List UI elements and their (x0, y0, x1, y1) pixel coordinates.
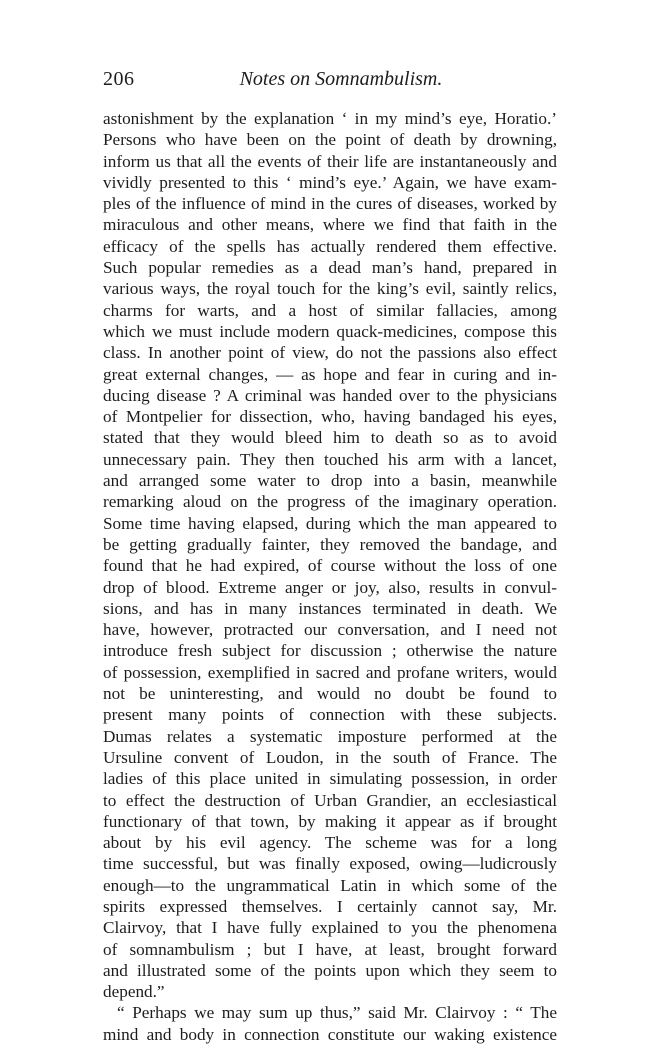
text-line: vividly presented to this ‘ mind’s eye.’ Again, we have exam- (103, 172, 557, 192)
text-line: Some time having elapsed, during which the man appeared to (103, 513, 557, 533)
text-line: mind and body in connection constitute our waking existence (103, 1024, 557, 1044)
text-line: of somnambulism ; but I have, at least, brought forward (103, 939, 557, 959)
page-number: 206 (103, 68, 135, 90)
text-line: time successful, but was finally exposed, owing—ludicrously (103, 854, 557, 874)
text-line: and illustrated some of the points upon which they seem to (103, 960, 557, 980)
text-line: be getting gradually fainter, they removed the bandage, and (103, 534, 557, 554)
paragraph-start-line: “ Perhaps we may sum up thus,” said Mr. Clairvoy : “ The (117, 1003, 557, 1023)
text-line: drop of blood. Extreme anger or joy, also, results in convul- (103, 577, 557, 597)
text-line: class. In another point of view, do not the passions also effect (103, 343, 557, 363)
text-line: ducing disease ? A criminal was handed over to the physicians (103, 385, 557, 405)
text-line: Dumas relates a systematic imposture performed at the (103, 726, 557, 746)
text-line: efficacy of the spells has actually rendered them effective. (103, 236, 557, 256)
text-line: to effect the destruction of Urban Grandier, an ecclesiastical (103, 790, 557, 810)
text-line: Ursuline convent of Loudon, in the south of France. The (103, 747, 557, 767)
page-header (103, 68, 557, 98)
text-line: sions, and has in many instances terminated in death. We (103, 598, 557, 618)
text-line: great external changes, — as hope and fear in curing and in- (103, 364, 557, 384)
text-line: of possession, exemplified in sacred and profane writers, would (103, 662, 557, 682)
text-line: of Montpelier for dissection, who, having bandaged his eyes, (103, 407, 557, 427)
text-line: spirits expressed themselves. I certainly cannot say, Mr. (103, 896, 557, 916)
text-line: ladies of this place united in simulating possession, in order (103, 769, 557, 789)
text-line: about by his evil agency. The scheme was for a long (103, 833, 557, 853)
text-line: introduce fresh subject for discussion ; otherwise the nature (103, 641, 557, 661)
text-line: Clairvoy, that I have fully explained to you the phenomena (103, 918, 557, 938)
text-line: miraculous and other means, where we find that faith in the (103, 215, 557, 235)
text-line: remarking aloud on the progress of the imaginary operation. (103, 492, 557, 512)
text-line: functionary of that town, by making it appear as if brought (103, 811, 557, 831)
body-text (103, 108, 557, 1045)
text-line: astonishment by the explanation ‘ in my mind’s eye, Horatio.’ (103, 109, 557, 128)
text-line: stated that they would bleed him to death so as to avoid (103, 428, 557, 448)
text-line: unnecessary pain. They then touched his arm with a lancet, (103, 449, 557, 469)
text-line: not be uninteresting, and would no doubt be found to (103, 684, 557, 704)
text-line: charms for warts, and a host of similar fallacies, among (103, 300, 557, 320)
text-line: enough—to the ungrammatical Latin in which some of the (103, 875, 557, 895)
text-line: ples of the influence of mind in the cures of diseases, worked by (103, 194, 557, 214)
running-title: Notes on Somnambulism. (239, 68, 443, 90)
text-line: Such popular remedies as a dead man’s hand, prepared in (103, 258, 557, 278)
text-line: have, however, protracted our conversation, and I need not (103, 620, 557, 640)
text-line: which we must include modern quack-medicines, compose this (103, 321, 557, 341)
text-line: found that he had expired, of course without the loss of one (103, 556, 557, 576)
text-line: present many points of connection with these subjects. (103, 705, 557, 725)
paragraph-end-line: depend.” (103, 982, 165, 1002)
text-line: Persons who have been on the point of death by drowning, (103, 130, 557, 150)
text-line: and arranged some water to drop into a basin, meanwhile (103, 471, 557, 491)
text-line: inform us that all the events of their life are instantaneously and (103, 151, 557, 171)
text-line: various ways, the royal touch for the king’s evil, saintly relics, (103, 279, 557, 299)
